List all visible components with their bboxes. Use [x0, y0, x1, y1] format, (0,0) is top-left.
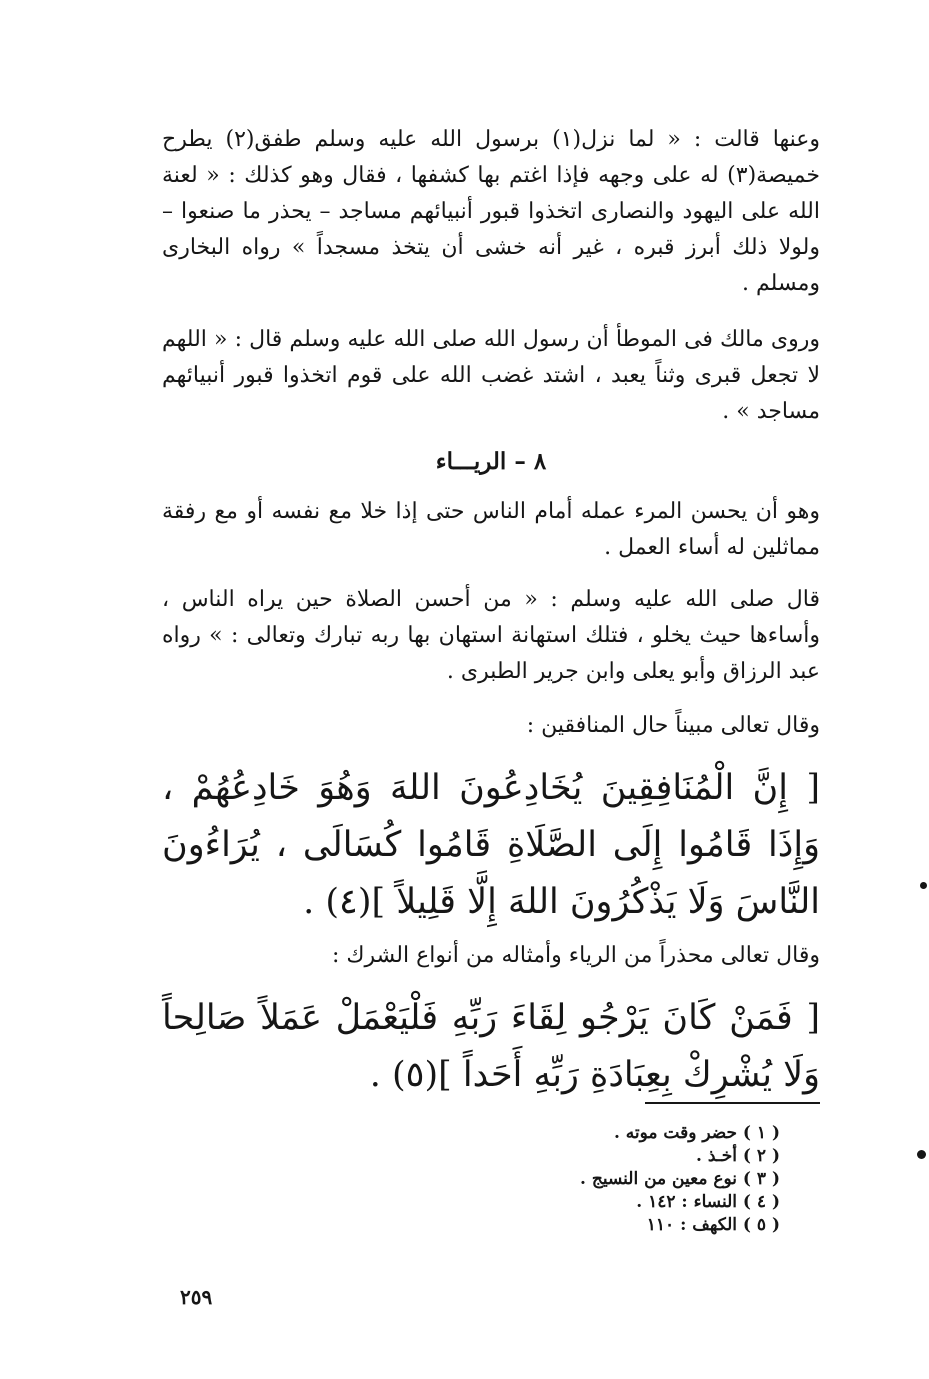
paragraph-hadith-aisha: وعنها قالت : « لما نزل(١) برسول الله عليه وسلم طفق(٢) يطرح خميصة(٣) له على وجهه فإذا اغتم بها كشفها ، فقال وهو كذلك : « لعنة الله على اليهود والنصارى اتخذوا قبور أنبيائهم مساجد – يحذر ما صنعوا – ولولا ذلك أبرز قبره ، غير أنه خشى أن يتخذ مسجداً » رواه البخارى ومسلم . [162, 127, 820, 296]
page-number: ٢٥٩ [180, 1285, 213, 1309]
paragraph-hadith-prayer: قال صلى الله عليه وسلم : « من أحسن الصلاة حين يراه الناس ، وأساءها حيث يخلو ، فتلك استهانة استهان بها ربه تبارك وتعالى : » رواه عبد الرزاق وأبو يعلى وابن جرير الطبرى . [162, 587, 820, 684]
quran-verse-nisa: [ إِنَّ الْمُنَافِقِينَ يُخَادِعُونَ اللهَ وَهُوَ خَادِعُهُمْ ، وَإِذَا قَامُوا إِلَى الصَّلَاةِ قَامُوا كُسَالَى ، يُرَاءُونَ النَّاسَ وَلَا يَذْكُرُونَ اللهَ إِلَّا قَلِيلاً ](٤) . [162, 768, 820, 922]
scan-speck [917, 1150, 926, 1159]
footnote-divider [645, 1102, 820, 1104]
footnote-item: ( ٣ ) نوع معين من النسيج . [580, 1169, 780, 1189]
scan-speck [920, 882, 927, 889]
paragraph-riya-definition: وهو أن يحسن المرء عمله أمام الناس حتى إذا خلا مع نفسه أو مع رفقة مماثلين له أساء العمل . [162, 499, 820, 560]
quran-verse-kahf: [ فَمَنْ كَانَ يَرْجُو لِقَاءَ رَبِّهِ فَلْيَعْمَلْ عَمَلاً صَالِحاً وَلَا يُشْرِكْ بِعِبَادَةِ رَبِّهِ أَحَداً ](٥) . [162, 998, 820, 1095]
footnote-item: ( ٢ ) أخـذ . [696, 1146, 780, 1166]
paragraph-hadith-malik: وروى مالك فى الموطأ أن رسول الله صلى الله عليه وسلم قال : « اللهم لا تجعل قبرى وثناً يعبد ، اشتد غضب الله على قوم اتخذوا قبور أنبيائهم مساجد » . [162, 327, 820, 424]
footnotes-list [430, 1122, 780, 1237]
footnote-item: ( ٤ ) النساء : ١٤٢ . [636, 1192, 780, 1212]
section-heading-riya: ٨ – الريـــاء [435, 448, 547, 475]
footnote-item: ( ٥ ) الكهف : ١١٠ [646, 1215, 780, 1235]
footnote-item: ( ١ ) حضر وقت موته . [613, 1123, 780, 1143]
paragraph-intro-shirk: وقال تعالى محذراً من الرياء وأمثاله من أنواع الشرك : [331, 943, 820, 968]
paragraph-intro-hypocrites: وقال تعالى مبيناً حال المنافقين : [526, 713, 820, 738]
